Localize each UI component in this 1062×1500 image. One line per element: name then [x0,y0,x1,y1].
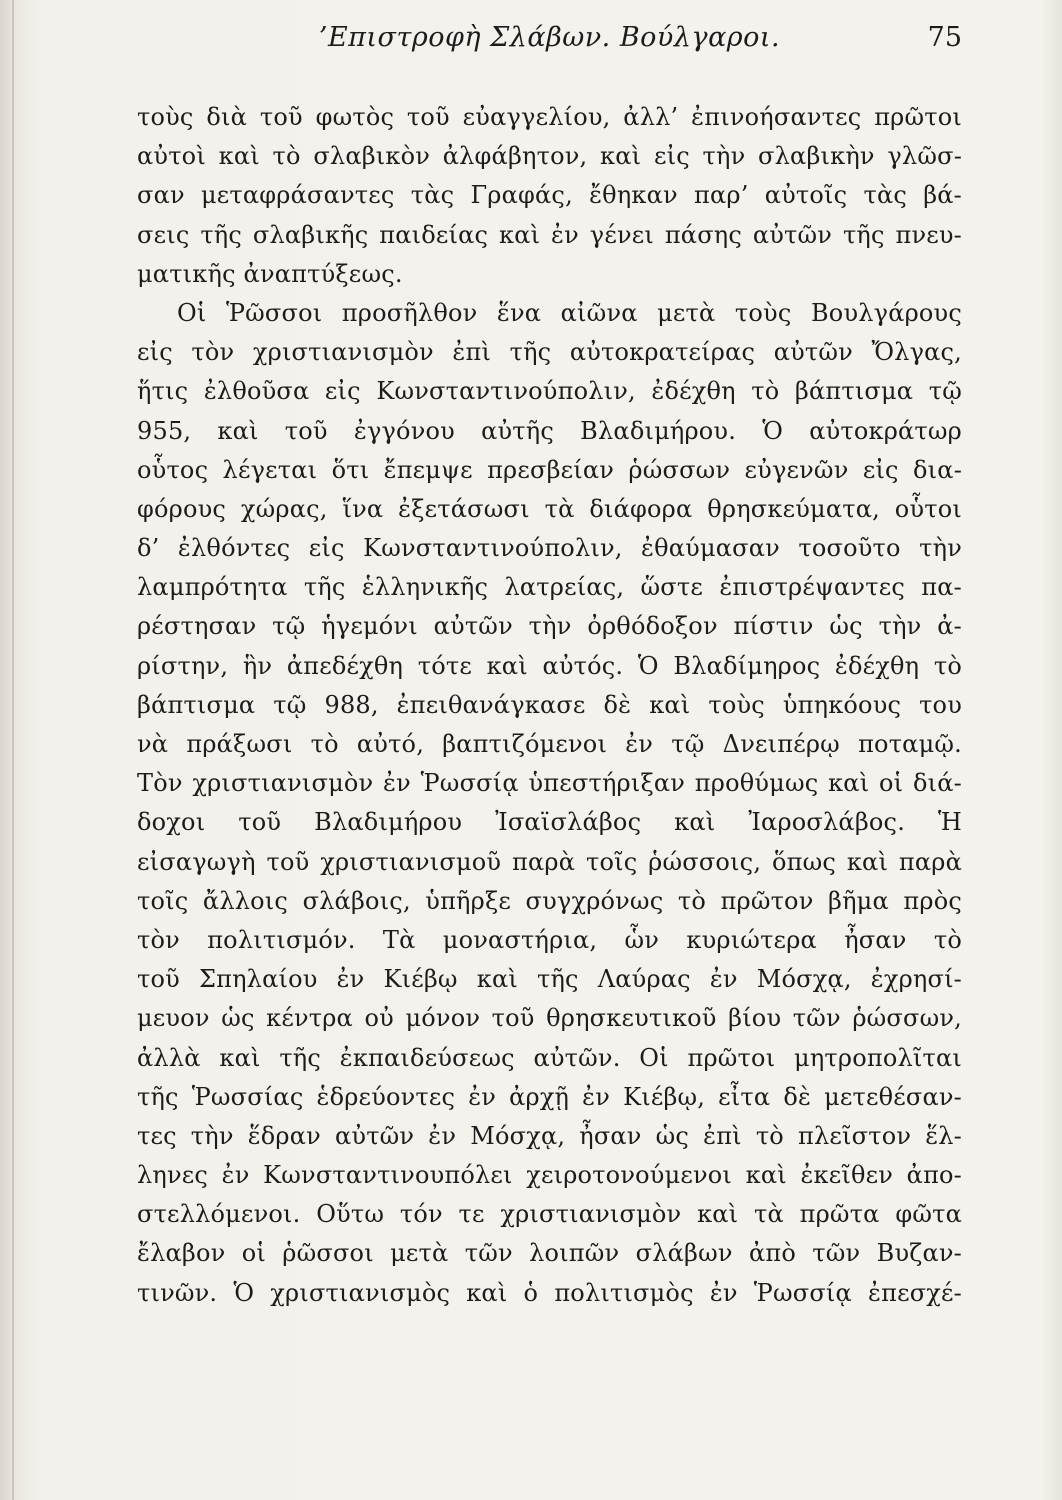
text-line: Τὸν χριστιανισμὸν ἐν Ῥωσσίᾳ ὑπεστήριξαν προθύμως καὶ οἱ διά- [137,769,962,798]
text-line: τοὺς διὰ τοῦ φωτὸς τοῦ εὐαγγελίου, ἀλλ’ ἐπινοήσαντες πρῶτοι [137,103,962,131]
text-line: ἔλαβον οἱ ῥῶσσοι μετὰ τῶν λοιπῶν σλάβων ἀπὸ τῶν Βυζαν- [137,1239,962,1268]
text-line: εἰσαγωγὴ τοῦ χριστιανισμοῦ παρὰ τοῖς ῥώσσοις, ὅπως καὶ παρὰ [137,847,962,876]
text-line: σεις τῆς σλαβικῆς παιδείας καὶ ἐν γένει πάσης αὐτῶν τῆς πνευ- [137,220,962,249]
paragraph-end-line: ματικῆς ἀναπτύξεως. [137,259,403,288]
text-line: στελλόμενοι. Οὕτω τόν τε χριστιανισμὸν καὶ τὰ πρῶτα φῶτα [137,1200,962,1229]
text-line: τες τὴν ἕδραν αὐτῶν ἐν Μόσχᾳ, ἦσαν ὡς ἐπὶ τὸ πλεῖστον ἕλ- [137,1121,962,1150]
text-line: ἥτις ἐλθοῦσα εἰς Κωνσταντινούπολιν, ἐδέχθη τὸ βάπτισμα τῷ [137,377,962,406]
text-line: τινῶν. Ὁ χριστιανισμὸς καὶ ὁ πολιτισμὸς ἐν Ῥωσσίᾳ ἐπεσχέ- [137,1278,962,1307]
text-line: φόρους χώρας, ἵνα ἐξετάσωσι τὰ διάφορα θρησκεύματα, οὗτοι [137,494,962,523]
text-line: εἰς τὸν χριστιανισμὸν ἐπὶ τῆς αὐτοκρατείρας αὐτῶν Ὄλγας, [137,338,962,367]
body-text [137,98,962,1313]
text-line: οὗτος λέγεται ὅτι ἔπεμψε πρεσβείαν ῥώσσων εὐγενῶν εἰς δια- [137,455,962,484]
paragraph-start-line: Οἱ Ῥῶσσοι προσῆλθον ἕνα αἰῶνα μετὰ τοὺς Βουλγάρους [177,298,962,327]
text-line: τοῦ Σπηλαίου ἐν Κιέβῳ καὶ τῆς Λαύρας ἐν Μόσχᾳ, ἐχρησί- [137,965,962,994]
text-line: νὰ πράξωσι τὸ αὐτό, βαπτιζόμενοι ἐν τῷ Δνειπέρῳ ποταμῷ. [137,730,962,758]
text-line: ληνες ἐν Κωνσταντινουπόλει χειροτονούμενοι καὶ ἐκεῖθεν ἀπο- [137,1161,962,1190]
text-line: δ’ ἐλθόντες εἰς Κωνσταντινούπολιν, ἐθαύμασαν τοσοῦτο τὴν [137,534,962,563]
text-line: ρίστην, ἣν ἀπεδέχθη τότε καὶ αὐτός. Ὁ Βλαδίμηρος ἐδέχθη τὸ [137,651,962,680]
text-line: ἀλλὰ καὶ τῆς ἐκπαιδεύσεως αὐτῶν. Οἱ πρῶτοι μητροπολῖται [137,1043,962,1072]
page-gutter-edge [12,0,14,1500]
running-head [137,22,962,72]
running-head-title: ’Επιστροφὴ Σλάβων. Βούλγαροι. [318,22,781,53]
text-line: βάπτισμα τῷ 988, ἐπειθανάγκασε δὲ καὶ τοὺς ὑπηκόους του [137,690,962,719]
text-line: τοῖς ἄλλοις σλάβοις, ὑπῆρξε συγχρόνως τὸ πρῶτον βῆμα πρὸς [137,886,962,915]
page-number: 75 [927,22,962,53]
text-line: αὐτοὶ καὶ τὸ σλαβικὸν ἀλφάβητον, καὶ εἰς τὴν σλαβικὴν γλῶσ- [137,142,962,171]
text-line: 955, καὶ τοῦ ἐγγόνου αὐτῆς Βλαδιμήρου. Ὁ αὐτοκράτωρ [137,416,962,445]
text-line: σαν μεταφράσαντες τὰς Γραφάς, ἔθηκαν παρ’ αὐτοῖς τὰς βά- [137,181,962,210]
text-line: ρέστησαν τῷ ἡγεμόνι αὐτῶν τὴν ὀρθόδοξον πίστιν ὡς τὴν ἀ- [137,612,962,641]
text-line: λαμπρότητα τῆς ἑλληνικῆς λατρείας, ὥστε ἐπιστρέψαντες πα- [137,573,962,602]
text-line: τὸν πολιτισμόν. Τὰ μοναστήρια, ὧν κυριώτερα ἦσαν τὸ [137,925,962,954]
text-line: τῆς Ῥωσσίας ἑδρεύοντες ἐν ἀρχῇ ἐν Κιέβῳ, εἶτα δὲ μετεθέσαν- [137,1082,962,1111]
text-line: δοχοι τοῦ Βλαδιμήρου Ἰσαϊσλάβος καὶ Ἰαροσλάβος. Ἡ [137,808,962,837]
text-line: μευον ὡς κέντρα οὐ μόνον τοῦ θρησκευτικοῦ βίου τῶν ῥώσσων, [137,1004,962,1033]
